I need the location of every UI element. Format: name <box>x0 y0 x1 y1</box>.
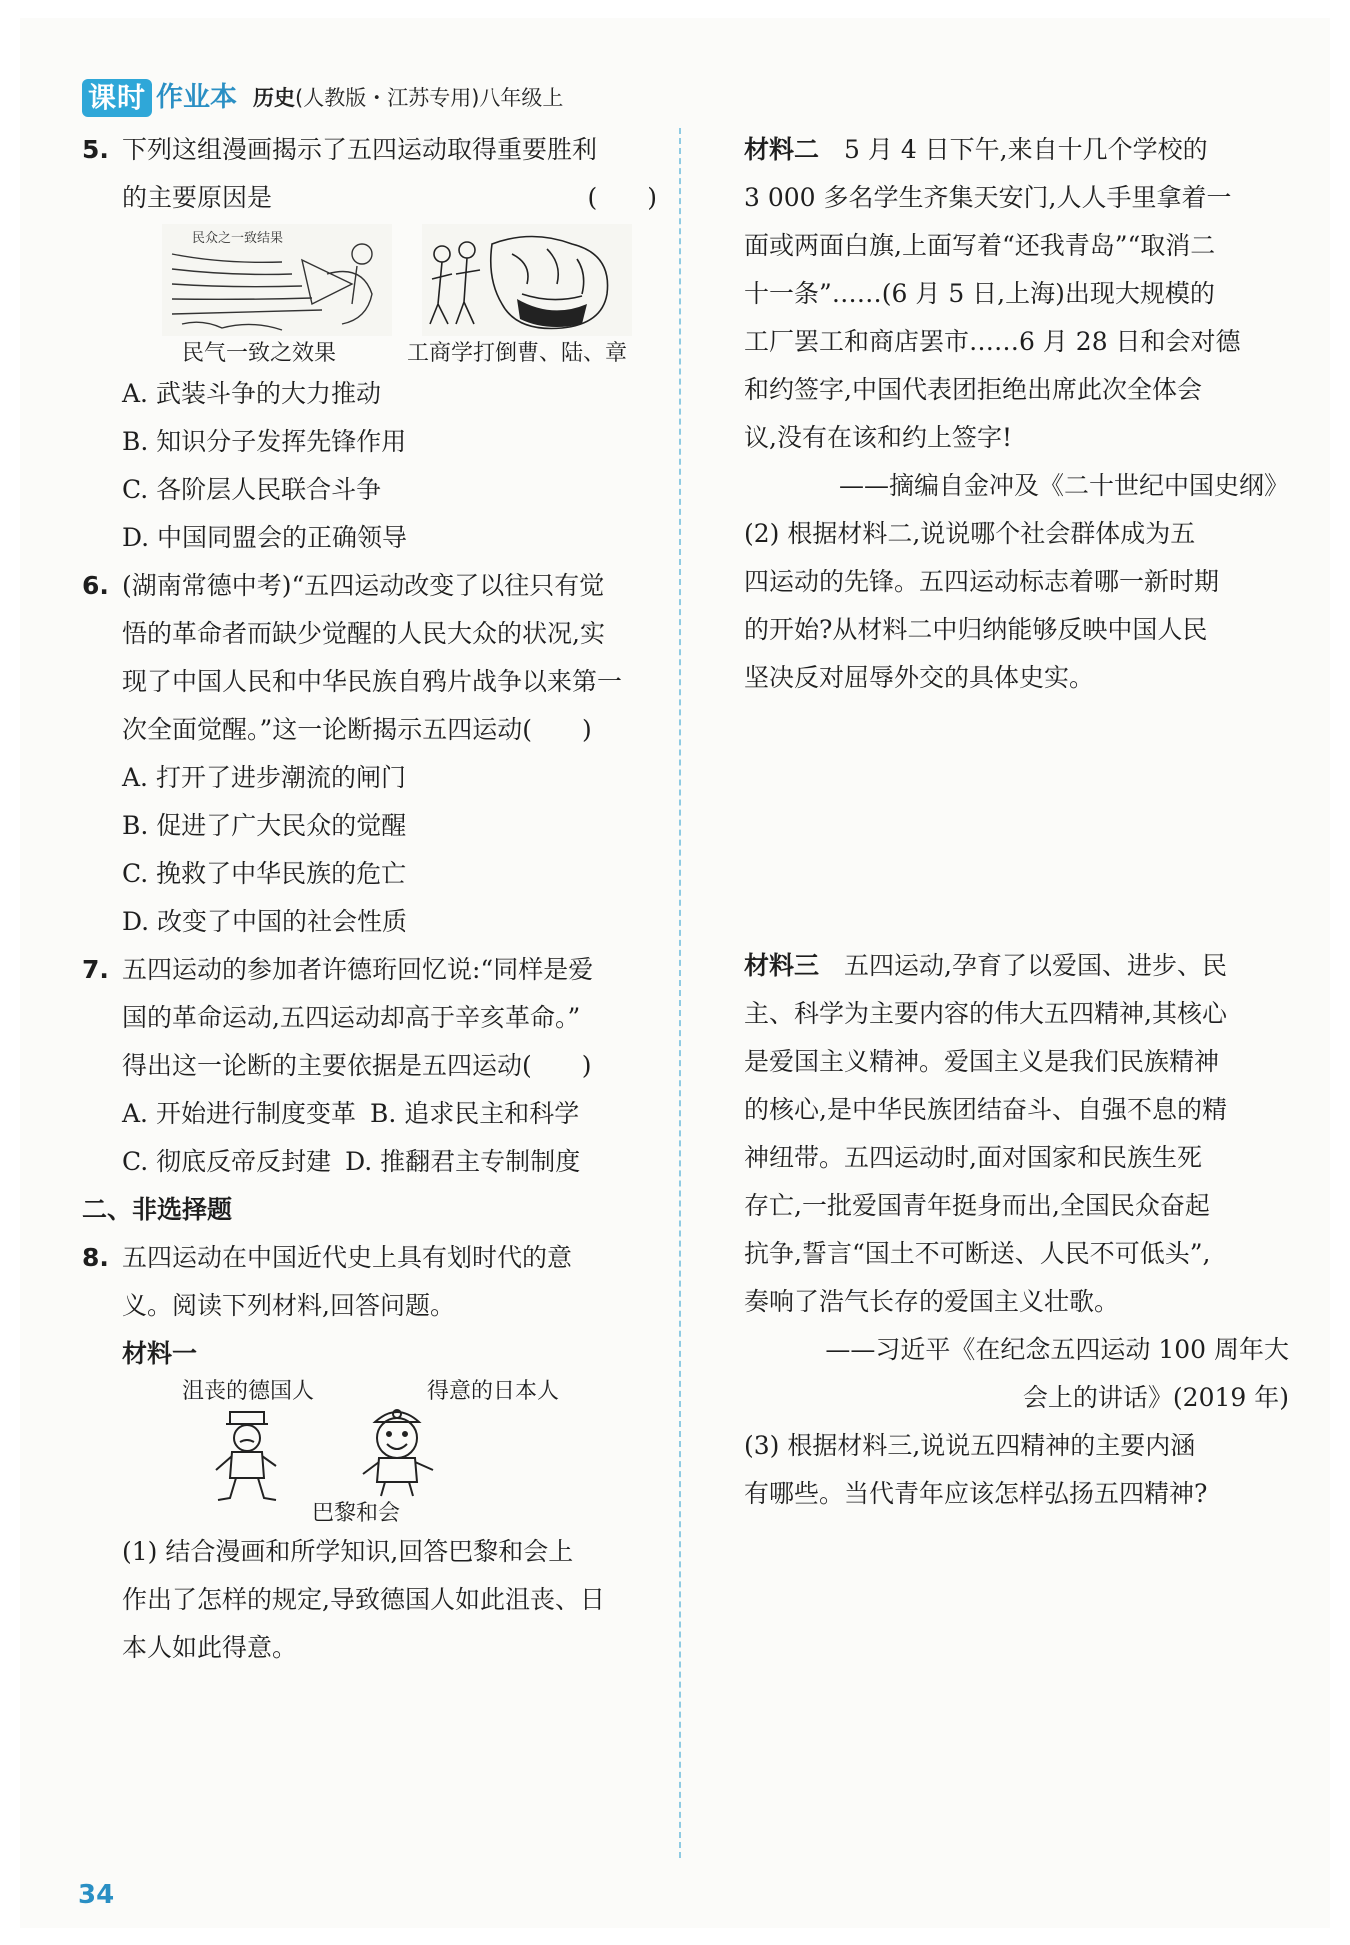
material-2-line: 和约签字,中国代表团拒绝出席此次全体会 <box>744 375 1202 404</box>
question-text-line <box>122 174 657 222</box>
option-d[interactable]: D. 推翻君主专制制度 <box>345 1147 581 1176</box>
material-2-line: 议,没有在该和约上签字! <box>744 423 1012 452</box>
cartoon-caption-left: 沮丧的德国人 <box>182 1379 315 1404</box>
german-figure-image <box>202 1408 292 1503</box>
material-3-line: 抗争,誓言“国土不可断送、人民不可低头”, <box>744 1239 1211 1268</box>
subject-name: 历史 <box>253 86 296 110</box>
answer-paren: ( ) <box>587 183 657 212</box>
material-2-line <box>744 126 1289 174</box>
question-number: 7. <box>82 955 109 984</box>
material-3-label: 材料三 <box>744 951 820 980</box>
option-d[interactable]: D. 中国同盟会的正确领导 <box>122 523 408 552</box>
material-2-line: 3 000 多名学生齐集天安门,人人手里拿着一 <box>744 183 1232 212</box>
cartoon-caption-right: 得意的日本人 <box>427 1379 560 1404</box>
material-text: 五四运动,孕育了以爱国、进步、民 <box>819 951 1227 980</box>
option-d[interactable]: D. 改变了中国的社会性质 <box>122 907 408 936</box>
sub-question-line: 作出了怎样的规定,导致德国人如此沮丧、日 <box>122 1585 605 1614</box>
question-8 <box>82 1234 657 1330</box>
question-text-line: 现了中国人民和中华民族自鸦片战争以来第一 <box>122 667 623 696</box>
question-number: 5. <box>82 135 109 164</box>
question-text-line: 五四运动在中国近代史上具有划时代的意 <box>122 1243 573 1272</box>
material-2-label: 材料二 <box>744 135 820 164</box>
material-2-source: ——摘编自金冲及《二十世纪中国史纲》 <box>838 471 1289 500</box>
cartoon-caption-bottom: 巴黎和会 <box>312 1501 401 1526</box>
option-a[interactable]: A. 打开了进步潮流的闸门 <box>122 763 406 792</box>
option-b[interactable]: B. 追求民主和科学 <box>369 1099 580 1128</box>
question-text-line: 悟的革命者而缺少觉醒的人民大众的状况,实 <box>122 619 605 648</box>
option-c[interactable]: C. 彻底反帝反封建 <box>122 1147 332 1176</box>
question-number: 8. <box>82 1243 109 1272</box>
cartoon-caption: 工商学打倒曹、陆、章 <box>407 341 628 366</box>
japanese-figure-image <box>347 1400 447 1500</box>
section-title: 二、非选择题 <box>82 1195 233 1224</box>
brand-badge: 课时 <box>82 79 152 117</box>
material-3-line: 主、科学为主要内容的伟大五四精神,其核心 <box>744 999 1227 1028</box>
sub-question-1 <box>82 1528 657 1672</box>
answer-space[interactable] <box>744 702 1289 942</box>
option-row <box>82 1090 657 1138</box>
question-2-line: 坚决反对屈辱外交的具体史实。 <box>744 663 1095 692</box>
material-2-line: 十一条”……(6 月 5 日,上海)出现大规模的 <box>744 279 1215 308</box>
question-3-line: 有哪些。当代青年应该怎样弘扬五四精神? <box>744 1479 1208 1508</box>
sub-question-line: (1) 结合漫画和所学知识,回答巴黎和会上 <box>122 1537 574 1566</box>
fist-cartoon-image <box>422 224 632 336</box>
option-c[interactable]: C. 各阶层人民联合斗争 <box>122 475 382 504</box>
option-c[interactable]: C. 挽救了中华民族的危亡 <box>122 859 407 888</box>
question-text-line: 国的革命运动,五四运动却高于辛亥革命。” <box>122 1003 581 1032</box>
page-number: 34 <box>78 1880 115 1910</box>
question-7 <box>82 946 657 1090</box>
material-3-source: ——习近平《在纪念五四运动 100 周年大 <box>825 1335 1289 1364</box>
material-1-label: 材料一 <box>122 1339 198 1368</box>
question-text-line: 下列这组漫画揭示了五四运动取得重要胜利 <box>122 135 598 164</box>
material-3-line: 奏响了浩气长存的爱国主义壮歌。 <box>744 1287 1120 1316</box>
column-divider <box>679 128 681 1858</box>
question-3-line: (3) 根据材料三,说说五四精神的主要内涵 <box>744 1431 1196 1460</box>
brand-name: 作业本 <box>156 82 238 113</box>
material-3-source: 会上的讲话》(2019 年) <box>1022 1383 1289 1412</box>
question-6 <box>82 562 657 754</box>
sub-question-line: 本人如此得意。 <box>122 1633 298 1662</box>
question-number: 6. <box>82 571 109 600</box>
left-column <box>82 126 657 1672</box>
material-3-line: 神纽带。五四运动时,面对国家和民族生死 <box>744 1143 1202 1172</box>
option-a[interactable]: A. 武装斗争的大力推动 <box>122 379 381 408</box>
question-text-line: 五四运动的参加者许德珩回忆说:“同样是爱 <box>122 955 594 984</box>
option-b[interactable]: B. 知识分子发挥先锋作用 <box>122 427 407 456</box>
header-subject <box>253 80 563 116</box>
question-2-line: 的开始?从材料二中归纳能够反映中国人民 <box>744 615 1208 644</box>
question-text-line: 次全面觉醒。”这一论断揭示五四运动( ) <box>122 715 592 744</box>
edition-info: (人教版・江苏专用)八年级上 <box>295 86 564 110</box>
option-row <box>82 1138 657 1186</box>
question-5 <box>82 126 657 222</box>
material-3-line: 是爱国主义精神。爱国主义是我们民族精神 <box>744 1047 1220 1076</box>
right-column <box>744 126 1289 1518</box>
question-text-line: 义。阅读下列材料,回答问题。 <box>122 1291 455 1320</box>
question-text-line: 得出这一论断的主要依据是五四运动( ) <box>122 1051 592 1080</box>
question-2-line: 四运动的先锋。五四运动标志着哪一新时期 <box>744 567 1220 596</box>
cartoon-pair <box>122 222 657 370</box>
material-2-line: 工厂罢工和商店罢市……6 月 28 日和会对德 <box>744 327 1241 356</box>
option-b[interactable]: B. 促进了广大民众的觉醒 <box>122 811 407 840</box>
question-text-line: (湖南常德中考)“五四运动改变了以往只有觉 <box>122 571 605 600</box>
crowd-cartoon-image <box>162 224 392 336</box>
material-3-line: 的核心,是中华民族团结奋斗、自强不息的精 <box>744 1095 1227 1124</box>
material-2-line: 面或两面白旗,上面写着“还我青岛”“取消二 <box>744 231 1216 260</box>
material-3-line: 存亡,一批爱国青年挺身而出,全国民众奋起 <box>744 1191 1210 1220</box>
question-2-line: (2) 根据材料二,说说哪个社会群体成为五 <box>744 519 1196 548</box>
material-3-line <box>744 942 1289 990</box>
question-text: 的主要原因是 <box>122 183 273 212</box>
material-text: 5 月 4 日下午,来自十几个学校的 <box>819 135 1208 164</box>
paris-conference-cartoon <box>122 1378 657 1528</box>
cartoon-caption: 民气一致之效果 <box>182 341 337 366</box>
cartoon-inscription: 民众之一致结果 <box>192 231 284 246</box>
option-a[interactable]: A. 开始进行制度变革 <box>122 1099 356 1128</box>
page-header <box>82 78 563 118</box>
